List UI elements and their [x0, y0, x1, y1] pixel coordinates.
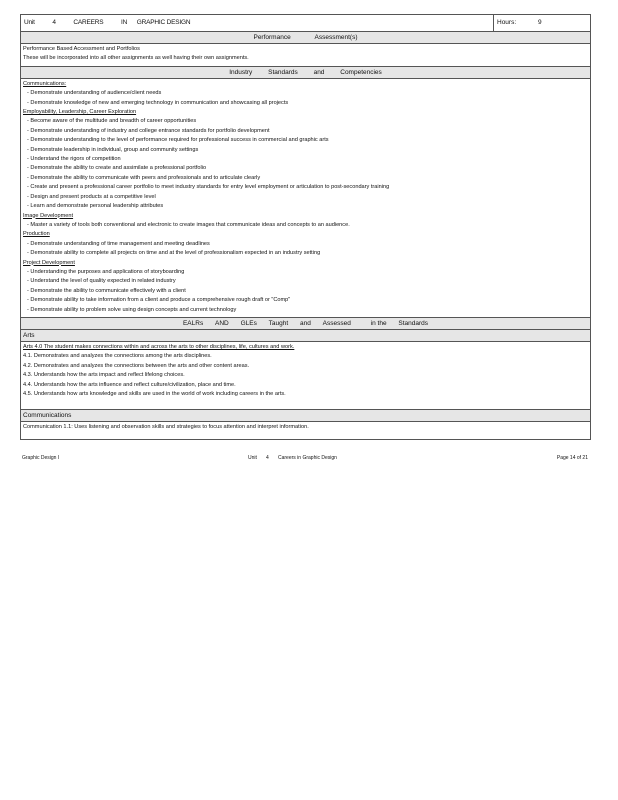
- ealrs-heading-word: in the: [370, 319, 387, 327]
- standards-item: - Design and present products at a competitive level: [27, 193, 156, 200]
- communications-label: Communications: [23, 412, 72, 420]
- unit-number: 4: [52, 19, 56, 26]
- unit-title-part-3: GRAPHIC DESIGN: [136, 19, 191, 26]
- unit-header-row: [21, 15, 590, 32]
- standards-group-title: Image Development: [23, 212, 74, 219]
- ealrs-heading-word: Taught: [268, 319, 289, 327]
- standards-item: - Understand the level of quality expected in related industry: [27, 278, 176, 285]
- standards-item: - Become aware of the multitude and breadth of career opportunities: [27, 118, 197, 125]
- standards-item: - Demonstrate ability to problem solve using design concepts and current technology: [27, 306, 237, 313]
- hours-cell: [494, 15, 590, 31]
- footer-page-number: Page 14 of 21: [556, 455, 588, 461]
- standards-heading-word: Competencies: [340, 68, 382, 76]
- standards-item: - Demonstrate the ability to communicate with peers and professionals and to articulate clearly: [27, 174, 261, 181]
- unit-title-cell: [21, 15, 494, 31]
- unit-label: Unit: [24, 19, 35, 26]
- performance-line: Performance Based Accessment and Portfolios: [23, 46, 140, 52]
- footer-unit-title: Careers in Graphic Design: [278, 455, 337, 461]
- arts-item: 4.5. Understands how arts knowledge and skills are used in the world of work including careers in the arts.: [23, 391, 286, 397]
- standards-heading: [21, 67, 590, 79]
- ealrs-heading-word: AND: [215, 319, 229, 327]
- performance-heading-word: Performance: [253, 34, 291, 41]
- hours-value: 9: [537, 19, 542, 26]
- standards-item: - Demonstrate leadership in individual, group and community settings: [27, 146, 199, 153]
- standards-item: - Create and present a professional career portfolio to meet industry standards for entry level employment or articulation to post-secondary training: [27, 184, 390, 191]
- standards-item: - Demonstrate ability to complete all projects on time and at the level of professionalism expected in an industry setting: [27, 250, 321, 257]
- performance-heading: [21, 32, 590, 44]
- standards-item: - Learn and demonstrate personal leadership attributes: [27, 203, 164, 210]
- ealrs-heading: [21, 318, 590, 330]
- unit-title-part-1: CAREERS: [73, 19, 104, 26]
- standards-heading-word: and: [313, 68, 325, 76]
- arts-item: 4.3. Understands how the arts impact and reflect lifelong choices.: [23, 372, 185, 379]
- arts-block: [21, 342, 590, 410]
- arts-item: 4.2. Demonstrates and analyzes the connections between the arts and other content areas.: [23, 362, 250, 369]
- standards-group-title: Communications:: [23, 80, 67, 87]
- arts-label: Arts: [23, 331, 35, 339]
- arts-item: 4.1. Demonstrates and analyzes the connections among the arts disciplines.: [23, 353, 212, 360]
- unit-title-part-2: IN: [121, 19, 128, 26]
- page-footer: [22, 453, 588, 463]
- footer-course: Graphic Design I: [22, 455, 60, 461]
- standards-item: - Demonstrate knowledge of new and emerging technology in communication and showcasing all projects: [27, 99, 289, 106]
- performance-block: [21, 44, 590, 67]
- ealrs-heading-word: EALRs: [182, 319, 204, 327]
- standards-item: - Demonstrate understanding of audience/client needs: [27, 90, 162, 97]
- curriculum-table: [20, 14, 591, 440]
- standards-item: - Demonstrate understanding to the level of performance required for professional success in commercial and graphic arts: [27, 137, 329, 144]
- ealrs-heading-word: Standards: [398, 319, 429, 327]
- communications-item: Communication 1.1: Uses listening and observation skills and strategies to focus attention and interpret information.: [23, 424, 309, 431]
- standards-group-title: Production: [23, 231, 50, 238]
- footer-unit-number: 4: [266, 455, 269, 461]
- arts-standard: Arts 4.0 The student makes connections within and across the arts to other disciplines, life, cultures and work.: [23, 343, 295, 350]
- ealrs-heading-word: GLEs: [240, 319, 257, 327]
- standards-item: - Demonstrate understanding of industry and college entrance standards for portfolio development: [27, 127, 270, 134]
- standards-item: - Demonstrate understanding of time management and meeting deadlines: [27, 240, 210, 247]
- standards-heading-word: Industry: [229, 68, 253, 76]
- hours-label: Hours:: [497, 19, 517, 26]
- standards-item: - Understand the rigors of competition: [27, 156, 121, 163]
- communications-block: [21, 422, 590, 438]
- standards-item: - Demonstrate ability to take information from a client and produce a comprehensive rough draft or "Comp": [27, 297, 291, 304]
- standards-group-title: Project Development: [23, 259, 75, 266]
- ealrs-heading-word: Assessed: [322, 319, 351, 327]
- standards-item: - Demonstrate the ability to communicate effectively with a client: [27, 287, 186, 294]
- arts-item: 4.4. Understands how the arts influence and reflect culture/civilization, place and time.: [23, 381, 236, 388]
- standards-block: [21, 79, 590, 318]
- performance-line: These will be incorporated into all other assignments as well having their own assignments.: [23, 55, 249, 62]
- standards-item: - Demonstrate the ability to create and assimilate a professional portfolio: [27, 165, 207, 172]
- standards-heading-word: Standards: [268, 68, 298, 76]
- standards-item: - Understanding the purposes and applications of storyboarding: [27, 268, 185, 275]
- communications-label-row: [21, 410, 590, 422]
- footer-unit-label: Unit: [248, 455, 257, 461]
- ealrs-heading-word: and: [299, 319, 311, 327]
- performance-heading-word: Assessment(s): [314, 34, 358, 41]
- standards-item: - Master a variety of tools both conventional and electronic to create images that communicate ideas and concepts to an audience.: [27, 221, 350, 228]
- arts-label-row: [21, 330, 590, 342]
- standards-group-title: Employability, Leadership, Career Exploration: [23, 109, 137, 116]
